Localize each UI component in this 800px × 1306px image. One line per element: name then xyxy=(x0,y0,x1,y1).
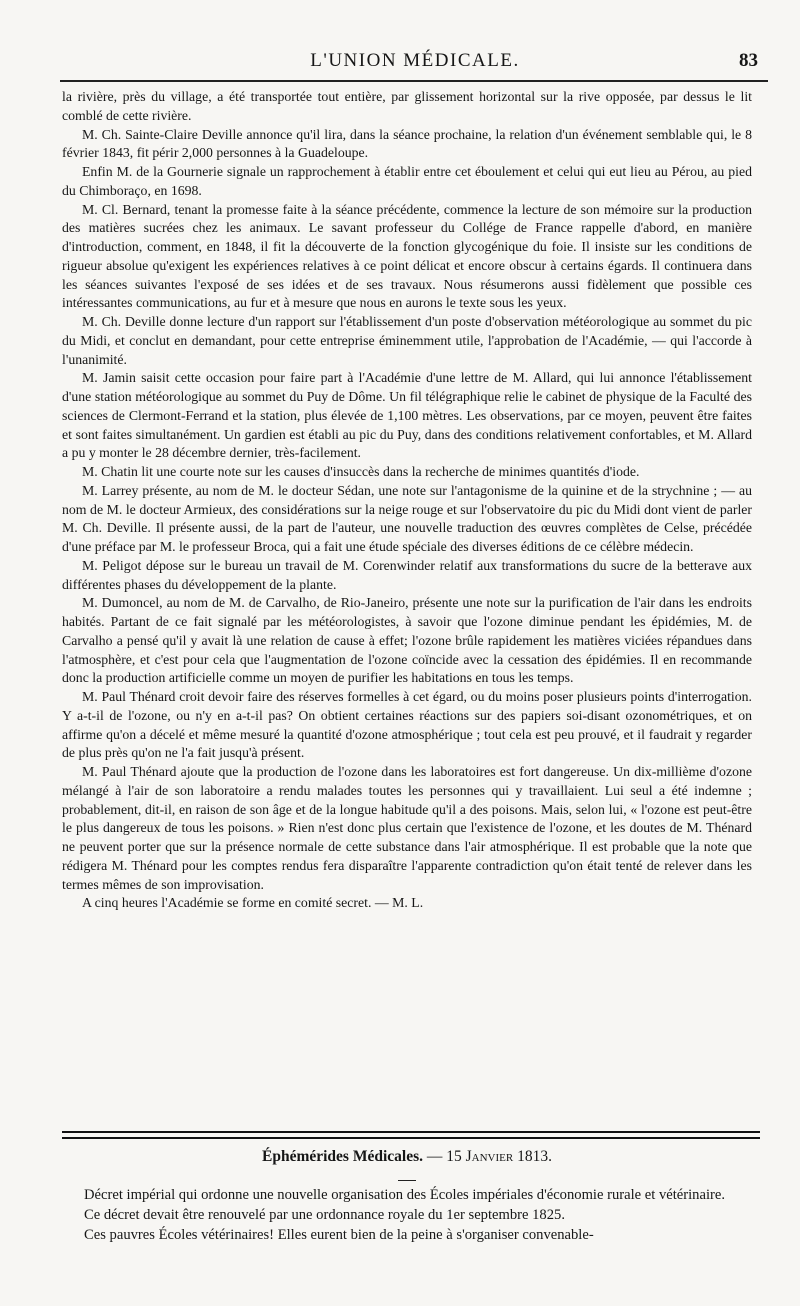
ephemerides-paragraph: Ce décret devait être renouvelé par une ordonnance royale du 1er septembre 1825. xyxy=(84,1206,565,1223)
paragraph: M. Chatin lit une courte note sur les causes d'insuccès dans la recherche de minimes quantités d'iode. xyxy=(82,464,640,479)
paragraph: M. Paul Thénard ajoute que la production de l'ozone dans les laboratoires est fort dangereuse. Un dix-millième d'ozone mélangé à l'air de son laboratoire a rendu malades toutes les personnes qui y travaillaient. Lui seul a été indemne ; probablement, dit-il, en raison de son âge et de la longue habitude qu'il a des poisons. Mais, selon lui, « l'ozone est peut-être le plus dangereux de tous les poisons. » Rien n'est donc plus certain que l'existence de l'ozone, et les doutes de M. Thénard ne peuvent porter que sur la présence normale de cette substance dans l'air atmosphérique. Il est probable que la note que rédigera M. Thénard pour les comptes rendus fera disparaître l'apparente contradiction qu'on était tenté de relever dans les termes mêmes de son improvisation. xyxy=(62,764,752,892)
ephemerides-paragraph: Décret impérial qui ordonne une nouvelle organisation des Écoles impériales d'économie rurale et vétérinaire. xyxy=(84,1187,725,1203)
paragraph: M. Paul Thénard croit devoir faire des réserves formelles à cet égard, ou du moins poser plusieurs points d'interrogation. Y a-t-il de l'ozone, ou n'y en a-t-il pas? On obtient certaines réactions sur des papiers soi-disant ozonométriques, et on affirme qu'on a décelé et même mesuré la quantité d'ozone atmosphérique ; tout cela est peu prouvé, et il faudrait y regarder de plus près qu'on ne l'a fait jusqu'à présent. xyxy=(62,689,752,761)
ephemerides-heading xyxy=(62,1146,752,1168)
section-divider xyxy=(62,1131,760,1139)
ephemerides-body xyxy=(62,1186,752,1245)
paragraph: M. Ch. Sainte-Claire Deville annonce qu'il lira, dans la séance prochaine, la relation d'un événement semblable qui, le 8 février 1843, fit périr 2,000 personnes à la Guadeloupe. xyxy=(62,126,752,161)
closing-paragraph: A cinq heures l'Académie se forme en comité secret. — M. L. xyxy=(82,895,424,911)
paragraph: M. Dumoncel, au nom de M. de Carvalho, de Rio-Janeiro, présente une note sur la purification de l'air dans les endroits habités. Partant de ce fait signalé par les météorologistes, à savoir que l'ozone diminue pendant les épidémies, M. de Carvalho a pensé qu'il y avait là une relation de cause à effet; l'ozone brûle rapidement les matières viciées répandues dans l'atmosphère, et c'est pour cela que l'augmentation de l'ozone coïncide avec la cessation des épidémies. Il en recommande donc la production artificielle comme un moyen de purifier les habitations en tous les temps. xyxy=(62,595,752,686)
paragraph: M. Jamin saisit cette occasion pour faire part à l'Académie d'une lettre de M. Allard, qui lui annonce l'établissement d'une station météorologique au sommet du Puy de Dôme. Un fil télégraphique relie le cabinet de physique de la Faculté des sciences de Clermont-Ferrand et la station, plus élevée de 1,100 mètres. Les observations, par ce moyen, peuvent être faites et sont faites simultanément. Un gardien est établi au pic du Puy, dans des conditions relativement confortables, et M. Allard a pu y monter le 28 décembre dernier, très-facilement. xyxy=(62,370,752,461)
date-year: 1813. xyxy=(517,1148,552,1165)
page-number: 83 xyxy=(739,50,758,71)
heading-dash xyxy=(398,1180,416,1181)
paragraph: M. Cl. Bernard, tenant la promesse faite à la séance précédente, commence la lecture de son mémoire sur la production des matières sucrées chez les animaux. Le savant professeur du Collége de France rappelle d'abord, en manière d'introduction, comment, en 1848, il fit la découverte de la fonction glycogénique du foie. Il insiste sur les conditions de rigueur absolue qu'exigent les expériences relatives à ce point délicat et encore obscur à certains égards. Il continuera dans les séances suivantes l'exposé de ses idées et de ses travaux. Nous résumerons aussi fidèlement que possible ces intéressantes communications, au fur et à mesure que nous en aurons le texte sous les yeux. xyxy=(62,201,752,311)
paragraph: la rivière, près du village, a été transportée tout entière, par glissement horizontal sur la rive opposée, par dessus le lit comblé de cette rivière. xyxy=(62,89,752,123)
ephemerides-date xyxy=(427,1148,552,1165)
page-header xyxy=(60,46,770,76)
ephemerides-paragraph: Ces pauvres Écoles vétérinaires! Elles eurent bien de la peine à s'organiser convenable- xyxy=(84,1226,594,1243)
ephemerides-title: Éphémérides Médicales. xyxy=(262,1148,424,1165)
paragraph: M. Ch. Deville donne lecture d'un rapport sur l'établissement d'un poste d'observation météorologique au sommet du pic du Midi, et conclut en demandant, pour cette entreprise éminemment utile, l'approbation de l'Académie, — qui l'accorde à l'unanimité. xyxy=(62,314,752,367)
running-title: L'UNION MÉDICALE. xyxy=(310,50,520,71)
paragraph: M. Peligot dépose sur le bureau un travail de M. Corenwinder relatif aux transformations du sucre de la betterave aux différentes phases du développement de la plante. xyxy=(62,557,752,592)
date-day: — 15 xyxy=(426,1148,462,1165)
paragraph: M. Larrey présente, au nom de M. le docteur Sédan, une note sur l'antagonisme de la quinine et de la strychnine ; — au nom de M. le docteur Armieux, des considérations sur la neige rouge et sur l'observatoire du pic du Midi dont vient de parler M. Ch. Deville. Il présente aussi, de la part de l'auteur, une nouvelle traduction des œuvres complètes de Celse, précédée d'une préface par M. le professeur Broca, qui a fait une étude spéciale des diverses éditions de ce célèbre médecin. xyxy=(62,482,752,554)
date-month: Janvier xyxy=(465,1148,514,1165)
header-rule xyxy=(60,80,768,82)
article-body xyxy=(62,88,752,913)
paragraph: Enfin M. de la Gournerie signale un rapprochement à établir entre cet éboulement et celui qui eut lieu au Pérou, au pied du Chimboraço, en 1698. xyxy=(62,164,752,198)
